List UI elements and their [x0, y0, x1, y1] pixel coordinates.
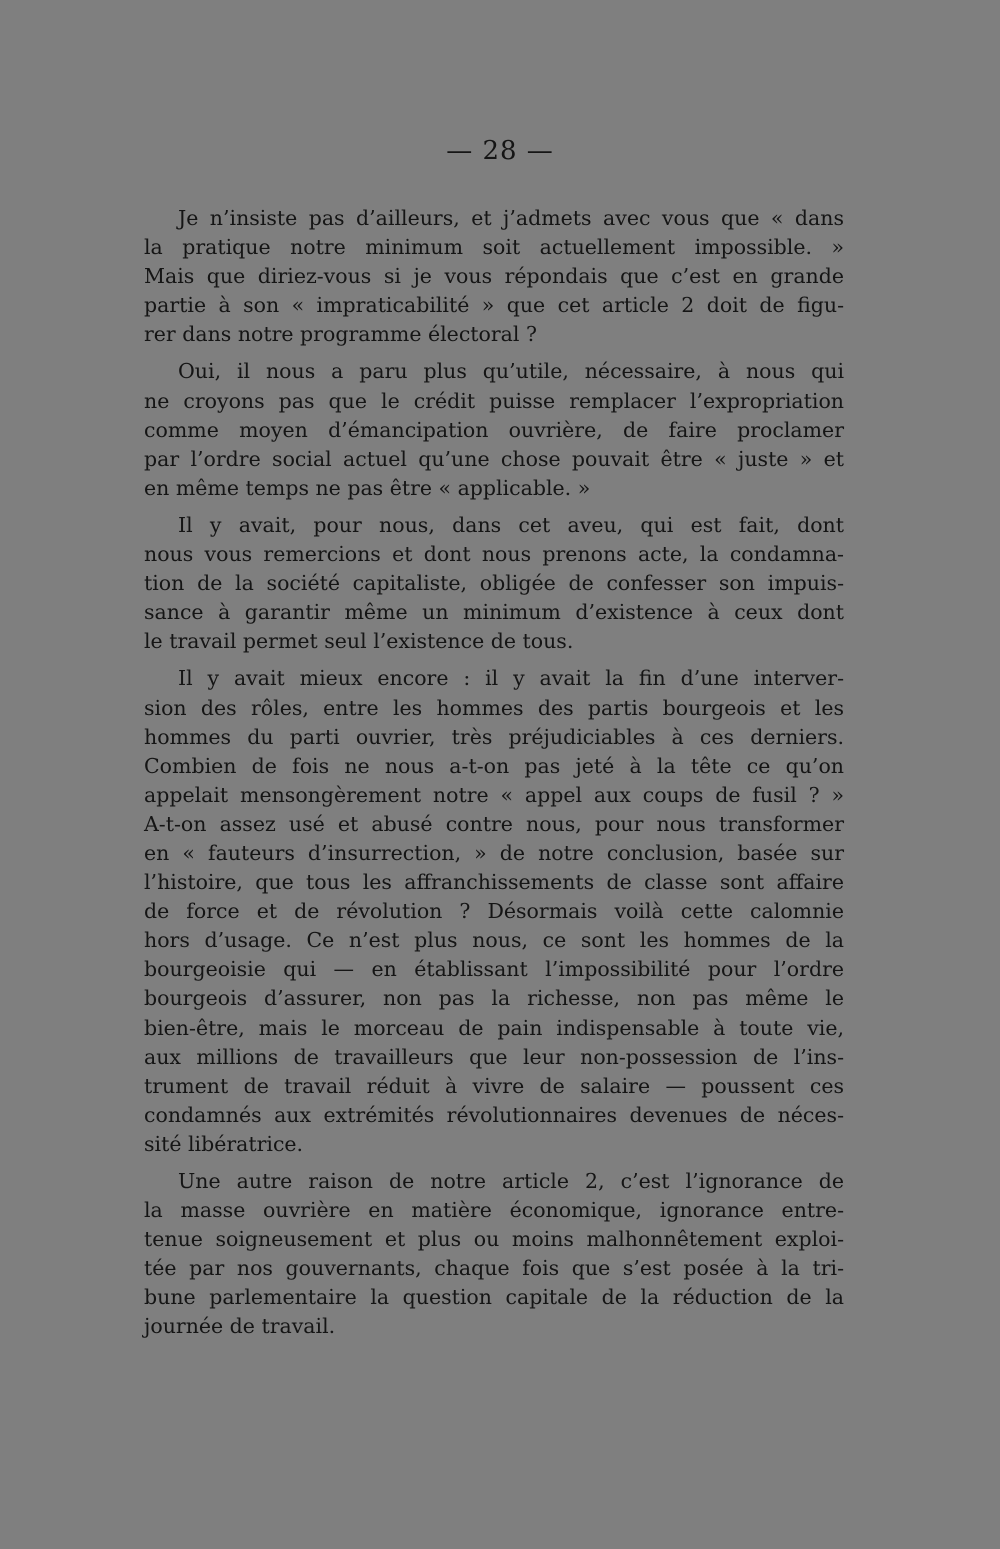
text-line: en « fauteurs d’insurrection, » de notre conclusion, basée sur [144, 840, 844, 865]
text-line: sion des rôles, entre les hommes des partis bourgeois et les [144, 695, 844, 720]
text-line: Il y avait mieux encore : il y avait la fin d’une interver- [178, 666, 844, 691]
paragraph-5 [144, 1167, 844, 1342]
text-line: tée par nos gouvernants, chaque fois que s’est posée à la tri- [144, 1256, 844, 1281]
text-line: bien-être, mais le morceau de pain indispensable à toute vie, [144, 1015, 844, 1040]
text-line: ne croyons pas que le crédit puisse remplacer l’expropriation [144, 388, 844, 413]
text-line: sance à garantir même un minimum d’existence à ceux dont [144, 600, 844, 625]
text-line: tenue soigneusement et plus ou moins malhonnêtement exploi- [144, 1227, 844, 1252]
text-line: le travail permet seul l’existence de tous. [144, 629, 574, 654]
paragraph-2 [144, 357, 844, 502]
text-line: Oui, il nous a paru plus qu’utile, nécessaire, à nous qui [178, 359, 844, 384]
text-line: A-t-on assez usé et abusé contre nous, pour nous transformer [144, 811, 844, 836]
text-line: aux millions de travailleurs que leur non-possession de l’ins- [144, 1044, 844, 1069]
paragraph-1 [144, 204, 844, 349]
text-line: bourgeois d’assurer, non pas la richesse, non pas même le [144, 986, 844, 1011]
text-line: en même temps ne pas être « applicable. » [144, 475, 591, 500]
text-line: tion de la société capitaliste, obligée de confesser son impuis- [144, 571, 844, 596]
text-line: Il y avait, pour nous, dans cet aveu, qui est fait, dont [178, 512, 844, 537]
text-line: hommes du parti ouvrier, très préjudiciables à ces derniers. [144, 724, 844, 749]
text-line: par l’ordre social actuel qu’une chose pouvait être « juste » et [144, 446, 844, 471]
text-line: sité libératrice. [144, 1131, 304, 1156]
text-line: appelait mensongèrement notre « appel aux coups de fusil ? » [144, 782, 844, 807]
text-line: partie à son « impraticabilité » que cet article 2 doit de figu- [144, 293, 844, 318]
text-line: bune parlementaire la question capitale de la réduction de la [144, 1285, 844, 1310]
text-line: bourgeoisie qui — en établissant l’impossibilité pour l’ordre [144, 957, 844, 982]
text-line: nous vous remercions et dont nous prenons acte, la condamna- [144, 542, 844, 567]
text-line: Combien de fois ne nous a-t-on pas jeté à la tête ce qu’on [144, 753, 844, 778]
text-line: la masse ouvrière en matière économique, ignorance entre- [144, 1198, 844, 1223]
body-text [144, 204, 844, 1350]
text-line: l’histoire, que tous les affranchissements de classe sont affaire [144, 870, 844, 895]
text-line: de force et de révolution ? Désormais voilà cette calomnie [144, 899, 844, 924]
text-line: Mais que diriez-vous si je vous répondais que c’est en grande [144, 264, 844, 289]
paragraph-4 [144, 664, 844, 1159]
page-number: — 28 — [446, 136, 554, 166]
text-line: comme moyen d’émancipation ouvrière, de faire proclamer [144, 417, 844, 442]
text-line: rer dans notre programme électoral ? [144, 322, 537, 347]
text-line: trument de travail réduit à vivre de salaire — poussent ces [144, 1073, 844, 1098]
text-line: condamnés aux extrémités révolutionnaires devenues de néces- [144, 1102, 844, 1127]
text-line: la pratique notre minimum soit actuellement impossible. » [144, 235, 844, 260]
text-line: Une autre raison de notre article 2, c’est l’ignorance de [178, 1169, 844, 1193]
paragraph-3 [144, 511, 844, 656]
text-line: hors d’usage. Ce n’est plus nous, ce sont les hommes de la [144, 928, 844, 953]
text-line: Je n’insiste pas d’ailleurs, et j’admets avec vous que « dans [178, 206, 844, 230]
text-line: journée de travail. [144, 1314, 336, 1339]
